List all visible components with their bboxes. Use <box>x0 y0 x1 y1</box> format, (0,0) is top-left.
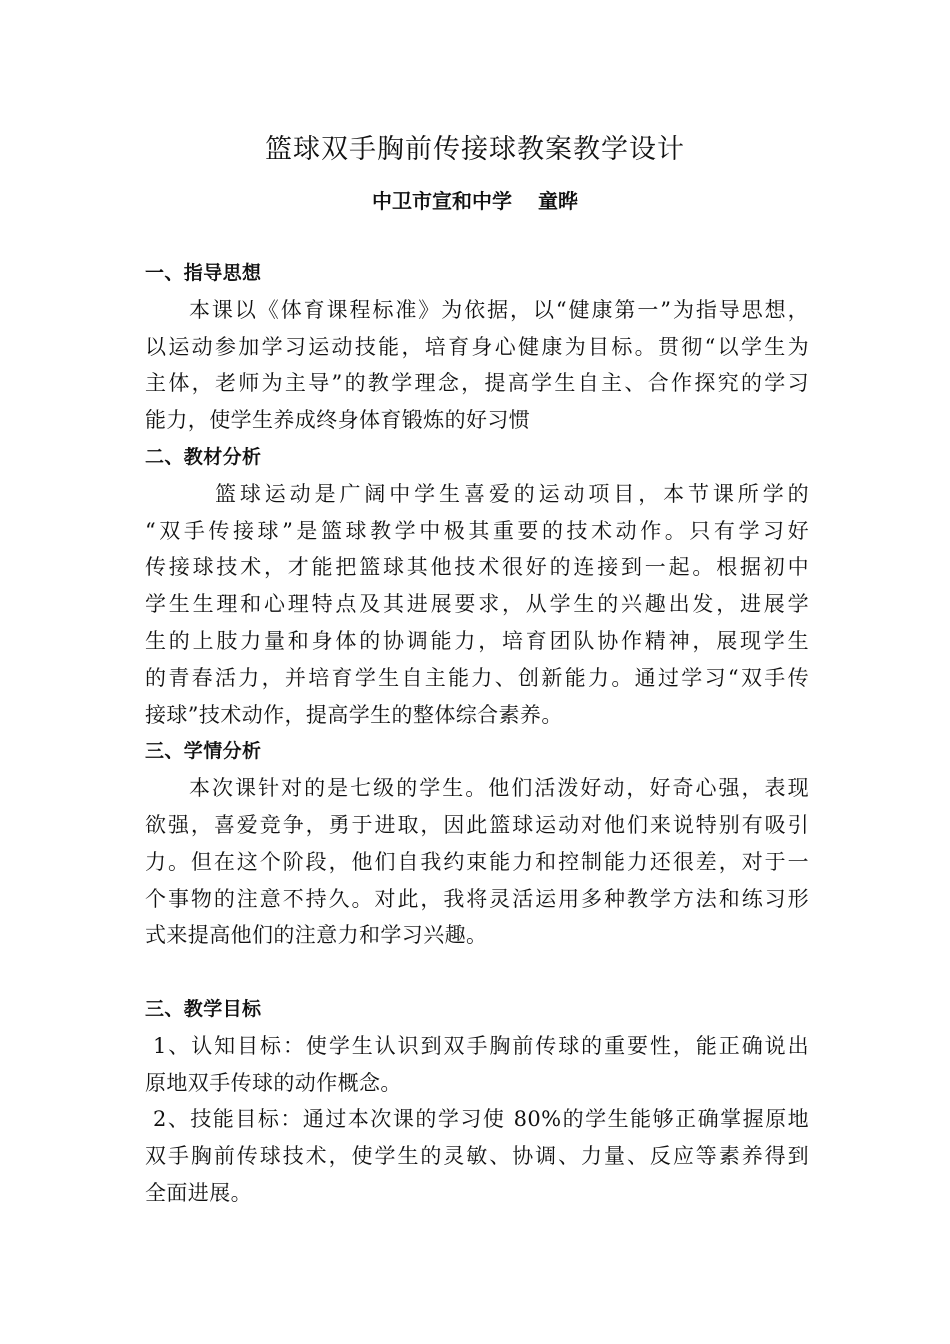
section-heading-guiding-ideology: 一、指导思想 <box>145 262 262 284</box>
paragraph-line: 力。但在这个阶段，他们自我约束能力和控制能力还很差，对于一 <box>145 849 809 874</box>
section-heading-learner-analysis: 三、学情分析 <box>145 740 262 763</box>
section-heading-material-analysis: 二、教材分析 <box>145 445 262 468</box>
paragraph-line: 生的上肢力量和身体的协调能力，培育团队协作精神，展现学生 <box>145 628 809 653</box>
paragraph-line: 本课以《体育课程标准》为依据，以“健康第一”为指导思想， <box>189 297 809 322</box>
paragraph-line: 传接球技术，才能把篮球其他技术很好的连接到一起。根据初中 <box>145 555 809 580</box>
paragraph-line: 学生生理和心理特点及其进展要求，从学生的兴趣出发，进展学 <box>145 592 809 617</box>
paragraph-line: 篮球运动是广阔中学生喜爱的运动项目，本节课所学的 <box>215 481 809 506</box>
document-body <box>145 255 809 1212</box>
author-line <box>0 186 950 216</box>
objective-line: 双手胸前传球技术，使学生的灵敏、协调、力量、反应等素养得到 <box>145 1144 809 1169</box>
paragraph-line: 接球”技术动作，提高学生的整体综合素养。 <box>145 702 563 727</box>
objective-line: 1、认知目标：使学生认识到双手胸前传球的重要性，能正确说出 <box>153 1033 809 1058</box>
paragraph-line: 主体，老师为主导”的教学理念，提高学生自主、合作探究的学习 <box>145 371 809 396</box>
objective-line: 原地双手传球的动作概念。 <box>145 1070 402 1095</box>
paragraph-line: 个事物的注意不持久。对此，我将灵活运用多种教学方法和练习形 <box>145 886 809 911</box>
paragraph-line: “双手传接球”是篮球教学中极其重要的技术动作。只有学习好 <box>145 518 809 543</box>
paragraph-line: 的青春活力，并培育学生自主能力、创新能力。通过学习“双手传 <box>145 665 809 690</box>
paragraph-line: 欲强，喜爱竞争，勇于进取，因此篮球运动对他们来说特别有吸引 <box>145 812 809 837</box>
document-title: 篮球双手胸前传接球教案教学设计 <box>265 134 685 165</box>
paragraph-line: 式来提高他们的注意力和学习兴趣。 <box>145 923 488 948</box>
objective-line: 2、技能目标：通过本次课的学习使 80%的学生能够正确掌握原地 <box>153 1107 809 1132</box>
paragraph-line: 本次课针对的是七级的学生。他们活泼好动，好奇心强，表现 <box>189 776 809 801</box>
paragraph-line: 能力，使学生养成终身体育锻炼的好习惯 <box>145 408 531 433</box>
section-heading-teaching-objectives: 三、教学目标 <box>145 997 262 1020</box>
paragraph-line: 以运动参加学习运动技能，培育身心健康为目标。贯彻“以学生为 <box>145 334 809 359</box>
author-school: 中卫市宣和中学 <box>372 189 512 213</box>
objective-line: 全面进展。 <box>145 1180 252 1205</box>
author-name: 童晔 <box>538 189 578 213</box>
blank-line <box>145 954 809 991</box>
